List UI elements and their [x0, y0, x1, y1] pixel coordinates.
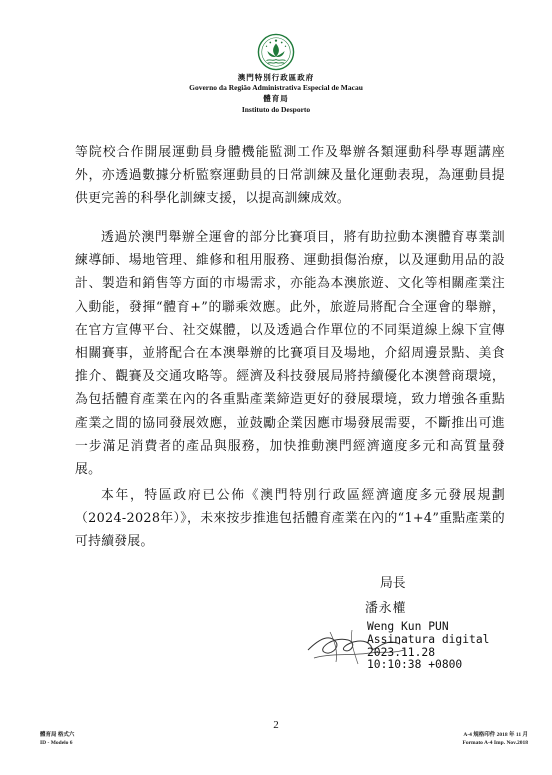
body-paragraph-2: 透過於澳門舉辦全運會的部分比賽項目，將有助拉動本澳體育專業訓練導師、場地管理、維修和租用服務、運動損傷治療，以及運動用品的設計、製造和銷售等方面的市場需求，亦能為本澳旅遊、文化等相關產業注入動能，發揮“體育+”的聯乘效應。此外，旅遊局將配合全運會的舉辦，在官方宣傳平台、社交媒體，以及透過合作單位的不同渠道線上線下宣傳相關賽事，並將配合在本澳舉辦的比賽項目及場地，介紹周邊景點、美食推介、觀賽及交通攻略等。經濟及科技發展局將持續優化本澳營商環境，為包括體育產業在內的各重點產業締造更好的發展環境，致力增強各重點產業之間的協同發展效應，並鼓勵企業因應市場發展需要，不斷推出可進一步滿足消費者的產品與服務，加快推動澳門經濟適度多元和高質量發展。	[75, 230, 505, 478]
digital-signature-line: 2023.11.28	[367, 645, 436, 659]
footer-right-line-1: A-4 規格印件 2018 年 11 月	[463, 732, 528, 738]
header-org-pt: Governo da Região Administrativa Especial de Macau	[189, 83, 363, 92]
body-paragraph-3-block	[75, 484, 505, 564]
digital-signature-block	[367, 621, 489, 672]
digital-signature-line: Assinatura digital	[367, 632, 490, 646]
macau-emblem-icon	[257, 33, 295, 71]
header-org-zh: 澳門特別行政區政府	[237, 73, 315, 82]
body-paragraph-2-block	[75, 226, 505, 491]
body-paragraph-1: 等院校合作開展運動員身體機能監測工作及舉辦各類運動科學專題講座外，亦透過數據分析監察運動員的日常訓練及量化運動表現，為運動員提供更完善的科學化訓練支援，以提高訓練成效。	[75, 145, 505, 207]
digital-signature-line: Weng Kun PUN	[367, 620, 449, 633]
footer-right	[462, 731, 528, 747]
footer-left-line-1: 體育局 格式六	[40, 732, 75, 738]
header-dept-zh: 體育局	[263, 94, 289, 103]
page-number: 2	[273, 719, 279, 731]
digital-signature-line: 10:10:38 +0800	[367, 658, 463, 672]
footer-right-line-2: Formato A-4 Imp. Nov.2018	[462, 740, 528, 746]
header-dept-pt: Instituto do Desporto	[241, 105, 311, 114]
footer-left-line-2: ID - Modelo 6	[40, 740, 73, 746]
footer-left	[40, 731, 74, 747]
body-paragraph-1-block	[75, 141, 505, 221]
body-paragraph-3: 本年，特區政府已公佈《澳門特別行政區經濟適度多元發展規劃（2024-2028年）》，未來按步推進包括體育產業在內的“1+4”重點產業的可持續發展。	[75, 488, 505, 550]
signatory-title: 局長	[380, 576, 406, 591]
signatory-name: 潘永權	[365, 601, 407, 616]
